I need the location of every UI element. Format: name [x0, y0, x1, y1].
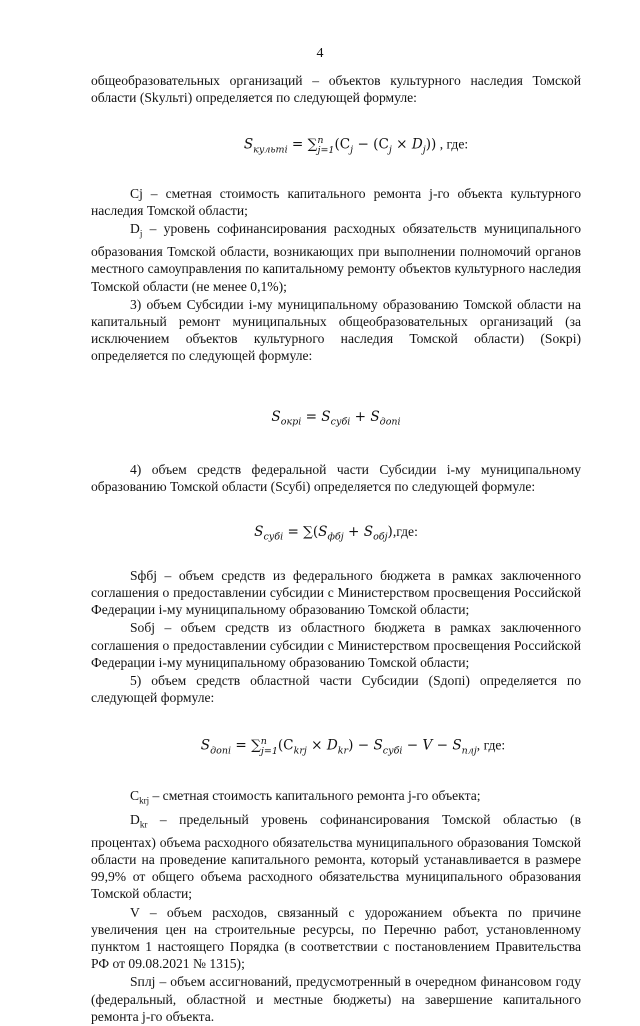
paragraph: 4) объем средств федеральной части Субсидии i-му муниципальному образованию Томской области (Sсубi) определяется по следующей формуле: [91, 461, 581, 494]
paragraph: 3) объем Субсидии i-му муниципальному образованию Томской области на капитальный ремонт муниципальных общеобразовательных организаций (за исключением объектов культурного наследия Томской области) (Sокрi) определяется по следующей формуле: [91, 296, 581, 364]
paragraph: $D_{kr}$ – предельный уровень софинансирования Томской областью (в процентах) объема расходного обязательства муниципального образования Томской области на проведение капитального ремонта, который устанавливается в размере 99,9% от общего объема расходного обязательства муниципального образования Томской области; [91, 811, 581, 902]
paragraph: Sплj – объем ассигнований, предусмотренный в очередном финансовом году (федеральный, областной и местные бюджеты) на завершение капитального ремонта j-го объекта. [91, 974, 581, 1024]
paragraph: V – объем расходов, связанный с удорожанием объекта по причине увеличения цен на строительные ресурсы, по Перечню работ, установленному пунктом 1 настоящего Порядка (в соответствии с постановлением Правительства РФ от 09.08.2021 № 1315); [91, 904, 581, 972]
page-number: 4 [316, 46, 324, 61]
paragraph: $D_j$ – уровень софинансирования расходных обязательств муниципального образования Томской области, возникающих при выполнении полномочий органов местного самоуправления по капитальному ремонту объектов культурного наследия Томской области (не менее 0,1%); [91, 221, 581, 294]
document-body [91, 72, 581, 1026]
paragraph: Sфбj – объем средств из федерального бюджета в рамках заключенного соглашения о предоставлении субсидии с Министерством просвещения Российской Федерации i-му муниципальному образованию Томской области; [91, 567, 581, 618]
paragraph: Cj – сметная стоимость капитального ремонта j-го объекта культурного наследия Томской области; [91, 185, 581, 219]
formula-regional-part: $S_{допі} = \sum^n_{j=1}(C_{krj} \times D_{kr}) - S_{субі} - V - S_{плj}$, где: [200, 736, 506, 757]
paragraph: $C_{krj}$ – сметная стоимость капитального ремонта j-го объекта; [130, 787, 481, 806]
formula-federal-part: $S_{субі} = \sum(S_{фбj} + S_{обj}),где$: [254, 523, 418, 543]
paragraph: общеобразовательных организаций – объектов культурного наследия Томской области (Skyльтi) определяется по следующей формуле: [91, 73, 581, 106]
paragraph: Sобj – объем средств из областного бюджета в рамках заключенного соглашения о предоставлении субсидии с Министерством просвещения Российской Федерации i-му муниципальному образованию Томской области; [91, 620, 581, 670]
formula-repair-subsidy: $S_{окрі} = S_{субі} + S_{допі}$ [271, 408, 401, 428]
formula-culture-subsidy: $S_{культі} = \sum^n_{j=1}(C_j - (C_j \times D_j))$ , где: [243, 135, 469, 156]
paragraph: 5) объем средств областной части Субсидии (Sдопi) определяется по следующей формуле: [91, 673, 581, 706]
